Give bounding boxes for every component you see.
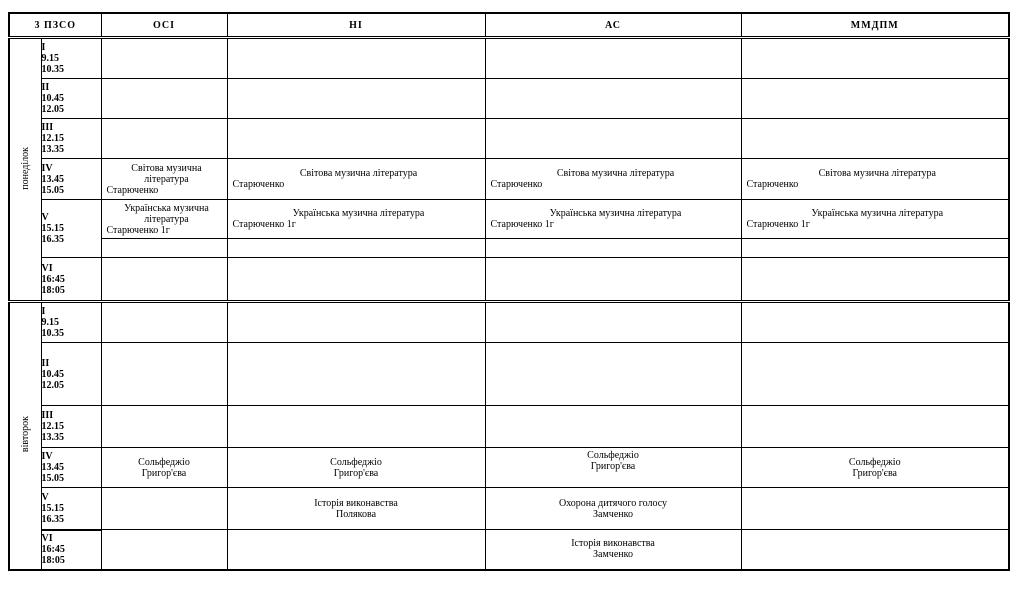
lesson-cell-mmdpm: Українська музична література Старюченко 1г	[741, 200, 1009, 239]
column-header-osi: ОСІ	[101, 13, 227, 38]
lesson-cell	[741, 119, 1009, 159]
lesson-cell	[227, 239, 485, 258]
column-header-as: АС	[485, 13, 741, 38]
lesson-cell	[485, 79, 741, 119]
lesson-cell-mmdpm: Сольфеджіо Григор'єва	[741, 448, 1009, 488]
lesson-cell	[101, 488, 227, 530]
monday-period-3-row	[9, 119, 1009, 159]
period-cell: III 12.15 13.35	[41, 406, 101, 448]
tuesday-period-5-row	[9, 488, 1009, 530]
lesson-cell	[741, 239, 1009, 258]
lesson-cell	[227, 38, 485, 79]
lesson-cell	[101, 343, 227, 406]
period-cell: V 15.15 16.35	[41, 200, 101, 258]
header-row	[9, 13, 1009, 38]
lesson-cell	[101, 406, 227, 448]
period-cell: III 12.15 13.35	[41, 119, 101, 159]
lesson-cell-as: Охорона дитячого голосу Замченко	[485, 488, 741, 530]
lesson-cell-ni: Світова музична література Старюченко	[227, 159, 485, 200]
lesson-cell	[227, 119, 485, 159]
tuesday-period-3-row	[9, 406, 1009, 448]
lesson-cell	[741, 530, 1009, 570]
tuesday-period-1-row	[9, 302, 1009, 343]
period-cell: VI 16:45 18:05	[41, 258, 101, 302]
lesson-cell	[101, 79, 227, 119]
lesson-cell-as: Українська музична література Старюченко 1г	[485, 200, 741, 239]
column-header-ni: НІ	[227, 13, 485, 38]
period-cell: I 9.15 10.35	[41, 302, 101, 343]
period-cell: II 10.45 12.05	[41, 79, 101, 119]
period-cell: I 9.15 10.35	[41, 38, 101, 79]
lesson-cell	[485, 343, 741, 406]
lesson-cell-mmdpm: Світова музична література Старюченко	[741, 159, 1009, 200]
period-cell: IV 13.45 15.05	[41, 159, 101, 200]
tuesday-period-2-row	[9, 343, 1009, 406]
lesson-cell	[101, 239, 227, 258]
lesson-cell	[485, 258, 741, 302]
lesson-cell	[227, 302, 485, 343]
period-cell: IV 13.45 15.05	[41, 448, 101, 488]
lesson-cell	[741, 38, 1009, 79]
day-label-monday: понеділок	[9, 38, 41, 302]
lesson-cell	[101, 258, 227, 302]
period-cell: V 15.15 16.35	[41, 488, 101, 530]
lesson-cell	[227, 79, 485, 119]
lesson-cell	[741, 258, 1009, 302]
lesson-cell	[227, 343, 485, 406]
schedule-page	[8, 12, 1008, 571]
lesson-cell-ni: Українська музична література Старюченко 1г	[227, 200, 485, 239]
schedule-table	[8, 12, 1010, 571]
period-cell: II 10.45 12.05	[41, 343, 101, 406]
lesson-cell-osi: Українська музична література Старюченко 1г	[101, 200, 227, 239]
lesson-cell	[485, 302, 741, 343]
lesson-cell	[485, 239, 741, 258]
lesson-cell-as: Сольфеджіо Григор'єва	[485, 448, 741, 488]
monday-period-2-row	[9, 79, 1009, 119]
monday-period-6-row	[9, 258, 1009, 302]
tuesday-period-6-row	[9, 530, 1009, 570]
lesson-cell	[101, 119, 227, 159]
day-label-tuesday: вівторок	[9, 302, 41, 570]
lesson-cell	[227, 258, 485, 302]
monday-period-4-row	[9, 159, 1009, 200]
lesson-cell	[227, 530, 485, 570]
lesson-cell	[741, 406, 1009, 448]
lesson-cell-osi: Світова музична література Старюченко	[101, 159, 227, 200]
lesson-cell	[101, 38, 227, 79]
period-cell: VI 16:45 18:05	[41, 530, 101, 570]
lesson-cell	[485, 38, 741, 79]
lesson-cell-osi: Сольфеджіо Григор'єва	[101, 448, 227, 488]
group-header: 3 ПЗСО	[9, 13, 101, 38]
monday-period-5-row	[9, 200, 1009, 239]
lesson-cell	[101, 302, 227, 343]
column-header-mmdpm: ММДПМ	[741, 13, 1009, 38]
lesson-cell-as: Історія виконавства Замченко	[485, 530, 741, 570]
lesson-cell	[741, 79, 1009, 119]
lesson-cell	[485, 119, 741, 159]
lesson-cell-ni: Сольфеджіо Григор'єва	[227, 448, 485, 488]
monday-period-1-row	[9, 38, 1009, 79]
lesson-cell	[101, 530, 227, 570]
lesson-cell	[227, 406, 485, 448]
lesson-cell	[741, 302, 1009, 343]
lesson-cell	[741, 343, 1009, 406]
lesson-cell-ni: Історія виконавства Полякова	[227, 488, 485, 530]
tuesday-period-4-row	[9, 448, 1009, 488]
lesson-cell	[741, 488, 1009, 530]
lesson-cell-as: Світова музична література Старюченко	[485, 159, 741, 200]
monday-period-5-subrow	[9, 239, 1009, 258]
lesson-cell	[485, 406, 741, 448]
